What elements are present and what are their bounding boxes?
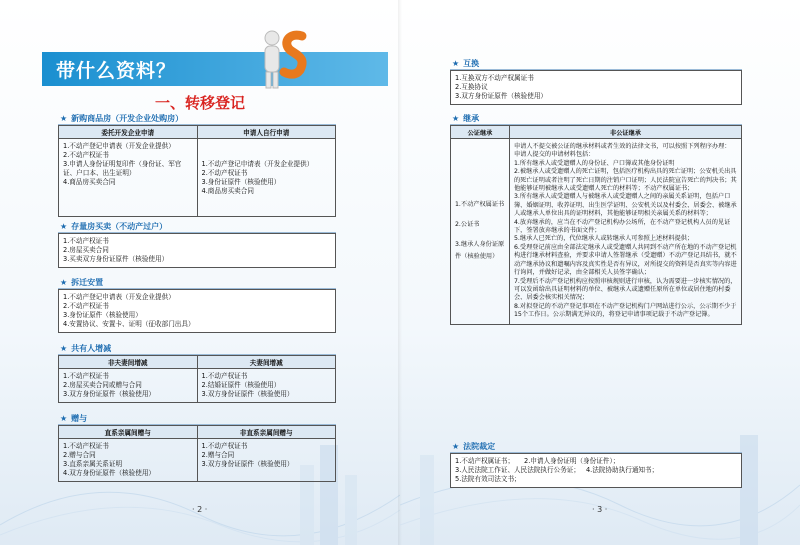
star-icon: ★ <box>60 222 68 231</box>
section-joint-owners <box>58 343 336 403</box>
list-item: 5.继承人已死亡的，代位继承人或转继承人可参照上述材料提供； <box>514 235 694 243</box>
list-item: 2.申请人身份证明（身份证件）； <box>524 457 620 465</box>
section-header: ★ 存量房买卖（不动产过户） <box>58 221 336 233</box>
requirement-box <box>58 289 336 333</box>
section-court-ruling <box>450 441 742 488</box>
column-header: 直系亲属间赠与 <box>59 426 198 439</box>
table-cell <box>197 369 336 403</box>
section-header: ★ 赠与 <box>58 413 336 425</box>
section-gift <box>58 413 336 482</box>
list-item: 2.被继承人或受遗赠人的死亡证明，包括医疗机构出具的死亡证明；公安机关出具的死亡证明或者注明了死亡日期的注销户口证明；人民法院宣告死亡的判决书；其他能够证明被继承人或受遗赠人死亡的材料等；不动产权属证书； <box>514 168 737 193</box>
star-icon: ★ <box>452 442 460 451</box>
requirement-box <box>450 453 742 488</box>
list-item: 申请人不提交被公证的继承材料或者生效的法律文书，可以按照下列程序办理： <box>514 143 731 150</box>
list-item: 3.双方身份证原件（核验使用） <box>201 390 294 398</box>
list-item: 1.不动产权证书 <box>63 237 109 245</box>
list-item: 1.不动产权属证书； <box>455 457 515 465</box>
star-icon: ★ <box>60 114 68 123</box>
table-cell <box>510 139 742 325</box>
column-header: 申请人自行申请 <box>197 126 336 139</box>
star-icon: ★ <box>60 414 68 423</box>
list-item: 7.受理后不动产登记机构应按照审核规则进行审核，认为需要进一步核实情况的，可以发函给出具证明材料的单位、被继承人或遗赠任原所在单位或居住地的村委会、居委会核实相关情况； <box>514 277 737 302</box>
list-item: 3.人民法院工作证、人民法院执行公务证； <box>455 466 580 474</box>
table-cell <box>197 439 336 482</box>
star-icon: ★ <box>60 278 68 287</box>
list-item: 3.双方身份证原件（核验使用） <box>201 460 294 468</box>
column-header: 非公证继承 <box>510 126 742 139</box>
inheritance-table <box>450 125 742 325</box>
list-item: 8.对拟登记的不动产登记事项在不动产登记机构门户网站进行公示，公示期不少于15个工作日。公示期满无异议的，将登记申请事项记载于不动产登记簿。 <box>514 302 737 319</box>
list-item: 申请人提交的申请材料包括： <box>514 151 595 159</box>
section-new-house <box>58 113 336 217</box>
page-number: · 3 · <box>592 505 608 514</box>
table-cell <box>59 439 198 482</box>
right-page <box>400 0 800 545</box>
list-item: 3.继承人身份证原件（核验使用） <box>455 241 505 261</box>
list-item: 4.安置协议、安置卡、证明（征收部门出具） <box>63 320 195 328</box>
column-header: 非夫妻间增减 <box>59 356 198 369</box>
title-banner <box>42 52 388 86</box>
section-relocation <box>58 277 336 333</box>
page-number: · 2 · <box>192 505 208 514</box>
list-item: 4.商品房买卖合同 <box>63 178 116 186</box>
list-item: 2.结婚证原件（核验使用） <box>201 381 281 389</box>
list-item: 2.赠与合同 <box>63 451 96 459</box>
requirement-box <box>58 233 336 268</box>
list-item: 3.所有继承人或受遗赠人与被继承人或受遗赠人之间的亲属关系证明，包括户口簿、婚姻证明、收养证明、出生医学证明、公安机关以及村委会、居委会、被继承人或继承人单位出具的证明材料，其他能够证明相关亲属关系的材料等； <box>514 193 737 218</box>
list-item: 1.不动产权证书 <box>63 372 109 380</box>
list-item: 3.申请人身份证明复印件（身份证、军官证、户口本、出生证明） <box>63 160 182 177</box>
star-icon: ★ <box>60 344 68 353</box>
table-cell <box>59 369 198 403</box>
section-stock-house <box>58 221 336 268</box>
list-item: 4.商品房买卖合同 <box>201 186 254 195</box>
list-item: 4.双方身份证原件（核验使用） <box>63 469 156 477</box>
joint-owners-table <box>58 355 336 403</box>
list-item: 1.互换双方不动产权属证书 <box>455 74 534 82</box>
column-header: 委托开发企业申请 <box>59 126 198 139</box>
new-house-table <box>58 125 336 217</box>
list-item: 2.不动产权证书 <box>201 168 248 177</box>
list-item: 3.身份证原件（核验使用） <box>201 177 281 186</box>
list-item: 2.不动产权证书 <box>63 151 109 159</box>
column-header: 夫妻间增减 <box>197 356 336 369</box>
person-holding-symbol-icon <box>250 22 320 92</box>
list-item: 3.双方身份证原件（核验使用） <box>63 390 156 398</box>
star-icon: ★ <box>452 59 460 68</box>
list-item: 2.房屋买卖合同 <box>63 246 109 254</box>
column-header: 非直系亲属间赠与 <box>197 426 336 439</box>
list-item: 2.公证书 <box>455 221 480 229</box>
list-item: 2.互换协议 <box>455 83 488 91</box>
list-item: 3.身份证原件（核验使用） <box>63 311 142 319</box>
list-item: 1.不动产权属证书 <box>455 201 505 209</box>
section-header: ★ 共有人增减 <box>58 343 336 355</box>
list-item: 3.双方身份证原件（核验使用） <box>455 92 548 100</box>
list-item: 1.所有继承人或受遗赠人的身份证、户口簿或其他身份证明 <box>514 159 675 167</box>
section-header: ★ 继承 <box>450 113 742 125</box>
table-cell <box>59 139 198 217</box>
list-item: 5.法院有效司法文书； <box>455 475 521 483</box>
list-item: 4.放弃继承的，应当在不动产登记机构办公场所，在不动产登记机构人员的见证下，签署放弃继承的书面文件； <box>514 218 731 235</box>
gift-table <box>58 425 336 482</box>
list-item: 1.不动产登记申请表（开发企业提供） <box>63 293 175 301</box>
star-icon: ★ <box>452 114 460 123</box>
section-header: ★ 法院裁定 <box>450 441 742 453</box>
requirement-box <box>450 70 742 105</box>
list-item: 1.不动产权证书 <box>201 372 248 380</box>
table-cell <box>197 139 336 217</box>
list-item: 2.不动产权证书 <box>63 302 109 310</box>
section-header: ★ 新购商品房（开发企业处购房） <box>58 113 336 125</box>
list-item: 1.不动产权证书 <box>63 442 109 450</box>
list-item: 2.赠与合同 <box>201 451 235 459</box>
section-inheritance <box>450 113 742 325</box>
section-exchange <box>450 58 742 105</box>
list-item: 1.不动产权证书 <box>201 442 248 450</box>
column-header: 公证继承 <box>451 126 510 139</box>
list-item: 6.受理登记前应由全部法定继承人或受遗赠人共同到不动产所在地的不动产登记机构进行继承材料查验，并要求申请人签署继承（受遗赠）不动产登记具结书，就不动产继承协议和遗嘱内容及真实性是否有异议，对所提交的资料是否真实等内容进行询问，并做好记录，由全部相关人员签字确认； <box>514 243 737 277</box>
list-item: 1.不动产登记申请表（开发企业提供） <box>63 142 175 150</box>
list-item: 4.法院协助执行通知书； <box>585 466 659 474</box>
table-cell <box>451 139 510 325</box>
list-item: 3.买卖双方身份证原件（核验使用） <box>63 255 169 263</box>
list-item: 1.不动产登记申请表（开发企业提供） <box>201 159 314 168</box>
section-header: ★ 拆迁安置 <box>58 277 336 289</box>
list-item: 3.直系亲属关系证明 <box>63 460 123 468</box>
banner-title: 带什么资料？ <box>56 60 177 82</box>
section-subtitle: 一、转移登记 <box>155 94 246 112</box>
list-item: 2.房屋买卖合同或赠与合同 <box>63 381 142 389</box>
section-header: ★ 互换 <box>450 58 742 70</box>
